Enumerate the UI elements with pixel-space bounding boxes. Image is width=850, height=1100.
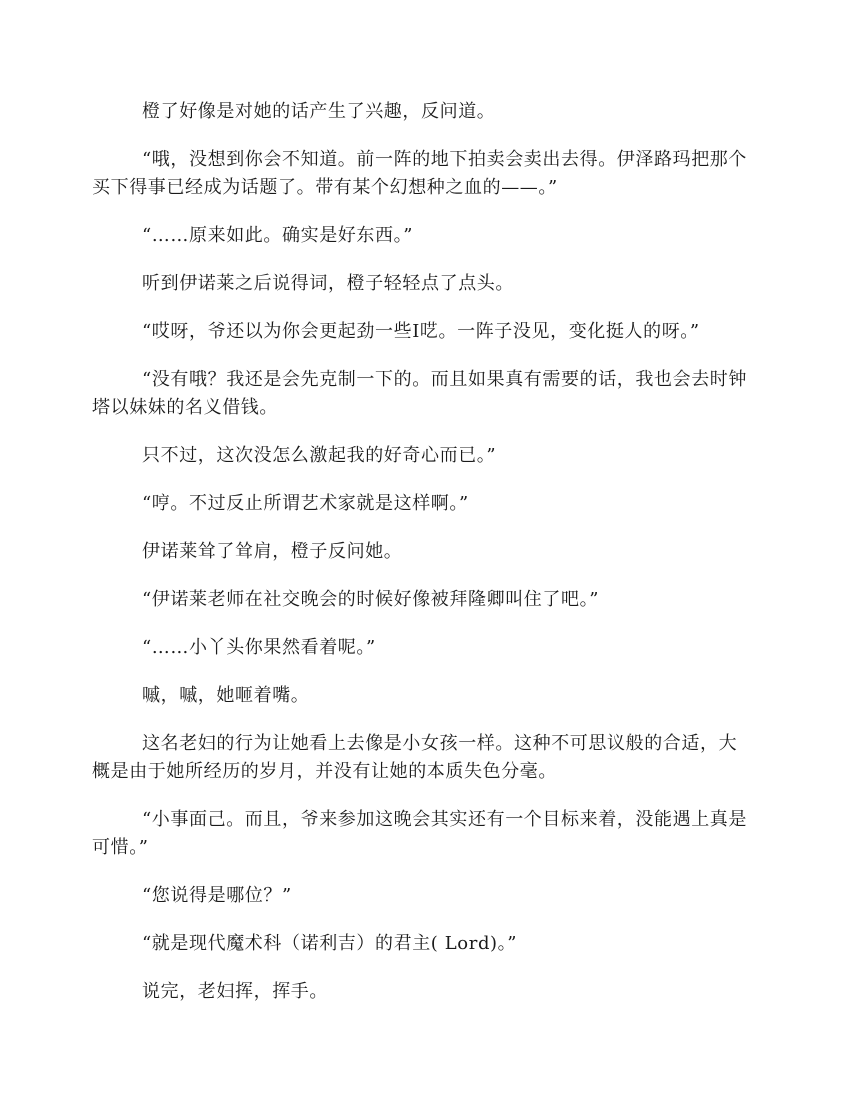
paragraph: 橙了好像是对她的话产生了兴趣，反问道。 xyxy=(142,101,496,122)
paragraph: 听到伊诺莱之后说得词，橙子轻轻点了点头。 xyxy=(142,273,514,294)
paragraph: “哎呀，爷还以为你会更起劲一些I呓。一阵子没见，变化挺人的呀。” xyxy=(142,321,700,342)
paragraph: “……原来如此。确实是好东西。” xyxy=(142,225,414,246)
paragraph: “哦，没想到你会不知道。前一阵的地下拍卖会卖出去得。伊泽路玛把那个买下得事已经成为话题了。带有某个幻想种之血的——。” xyxy=(92,149,747,198)
paragraph: “小事面己。而且，爷来参加这晚会其实还有一个目标来着，没能遇上真是可惜。” xyxy=(92,809,747,858)
paragraph: “就是现代魔术科（诺利吉）的君主( Lord)。” xyxy=(142,933,518,954)
paragraph: “哼。不过反止所谓艺术家就是这样啊。” xyxy=(142,493,469,514)
paragraph: “伊诺莱老师在社交晚会的时候好像被拜隆卿叫住了吧。” xyxy=(142,589,600,610)
text-body xyxy=(92,98,752,1026)
paragraph: “……小丫头你果然看着呢。” xyxy=(142,637,376,658)
paragraph: 伊诺莱耸了耸肩，橙子反问她。 xyxy=(142,541,403,562)
paragraph: 这名老妇的行为让她看上去像是小女孩一样。这种不可思议般的合适，大概是由于她所经历的岁月，并没有让她的本质失色分毫。 xyxy=(92,733,738,782)
paragraph: “没有哦？我还是会先克制一下的。而且如果真有需要的话，我也会去时钟塔以妹妹的名义借钱。 xyxy=(92,369,747,418)
paragraph: “您说得是哪位？” xyxy=(142,885,292,906)
paragraph: 说完，老妇挥，挥手。 xyxy=(142,981,328,1002)
paragraph: 只不过，这次没怎么激起我的好奇心而已。” xyxy=(142,445,497,466)
paragraph: 嘁，嘁，她咂着嘴。 xyxy=(142,685,310,706)
